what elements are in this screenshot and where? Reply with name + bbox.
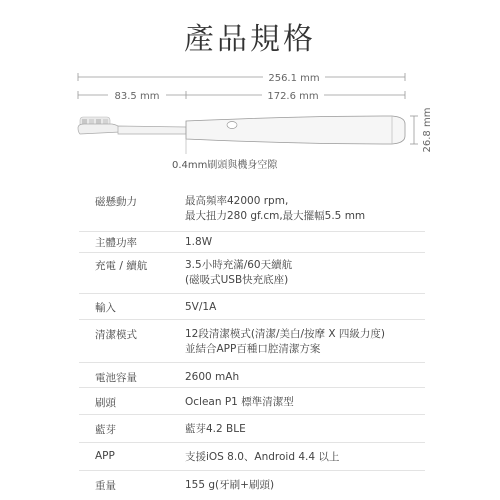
spec-value: Oclean P1 標準清潔型: [185, 396, 294, 408]
spec-label: 藍芽: [95, 424, 116, 436]
spec-label: 清潔模式: [95, 329, 137, 341]
spec-row: [79, 319, 425, 362]
spec-label: 充電 / 續航: [95, 260, 148, 272]
spec-row: [79, 414, 425, 442]
spec-row: [79, 182, 425, 231]
spec-value: 12段清潔模式(清潔/美白/按摩 X 四級力度) 並結合APP百種口腔清潔方案: [185, 328, 385, 355]
spec-row: [79, 470, 425, 498]
spec-value: 5V/1A: [185, 301, 217, 313]
spec-label: 刷頭: [95, 397, 116, 409]
spec-table: [79, 182, 425, 498]
gap-note: 0.4mm刷頭與機身空隙: [172, 160, 278, 171]
total-length-label: 256.1 mm: [268, 73, 320, 84]
part-length-dimensions: [78, 88, 405, 102]
spec-label: 重量: [95, 480, 116, 492]
spec-label: 主體功率: [95, 237, 137, 249]
spec-value: 155 g(牙刷+刷頭): [185, 479, 275, 491]
spec-label: APP: [95, 450, 115, 462]
spec-value: 最高頻率42000 rpm, 最大扭力280 gf.cm,最大擺幅5.5 mm: [185, 195, 366, 222]
total-length-dimension: [78, 70, 405, 84]
spec-value: 2600 mAh: [185, 371, 240, 383]
handle-length-label: 172.6 mm: [267, 91, 319, 102]
toothbrush-illustration: [78, 116, 405, 154]
spec-value: 1.8W: [185, 236, 213, 248]
spec-value: 藍芽4.2 BLE: [185, 423, 246, 435]
spec-row: [79, 252, 425, 293]
spec-label: 輸入: [95, 302, 116, 314]
spec-label: 磁懸動力: [95, 196, 137, 208]
spec-row: [79, 442, 425, 470]
head-length-label: 83.5 mm: [114, 91, 160, 102]
page-title: 產品規格: [184, 22, 316, 57]
spec-row: [79, 387, 425, 414]
spec-row: [79, 362, 425, 387]
spec-label: 電池容量: [95, 372, 137, 384]
spec-row: [79, 231, 425, 252]
diameter-label: 26.8 mm: [422, 107, 433, 153]
spec-value: 3.5小時充滿/60天續航 (磁吸式USB快充底座): [185, 259, 293, 286]
diameter-dimension: [410, 108, 433, 153]
spec-value: 支援iOS 8.0、Android 4.4 以上: [185, 451, 340, 463]
spec-row: [79, 293, 425, 319]
